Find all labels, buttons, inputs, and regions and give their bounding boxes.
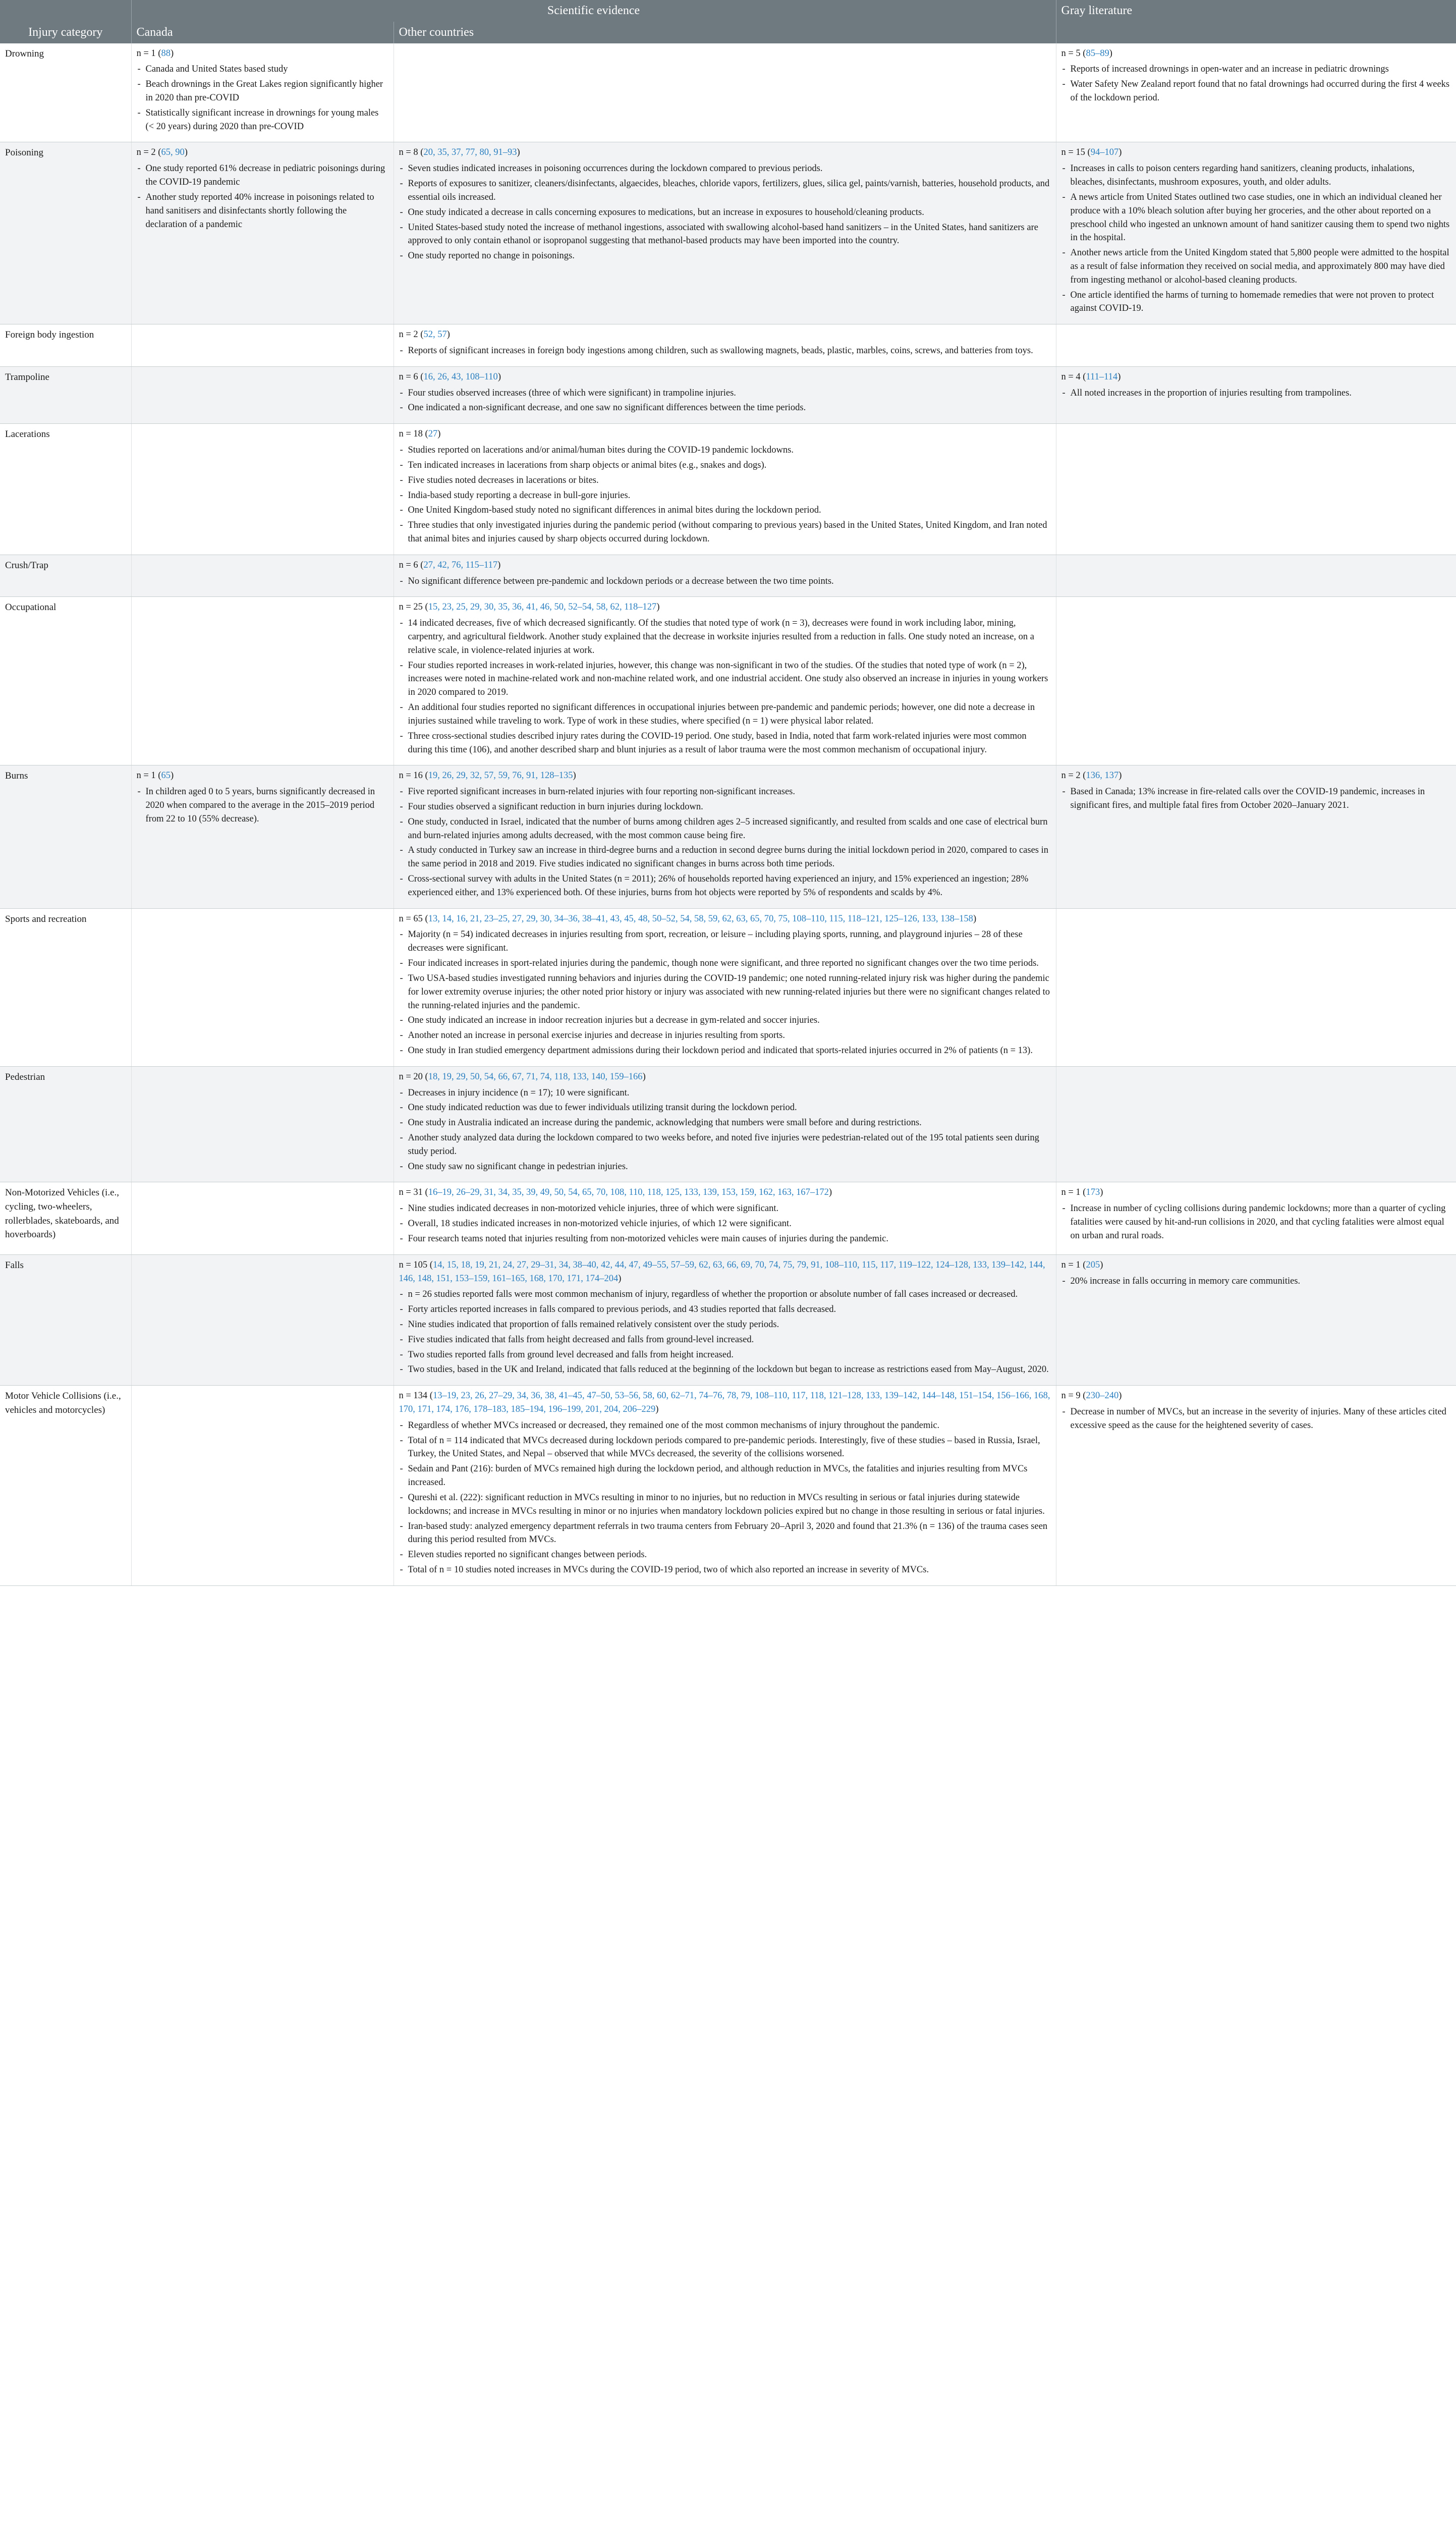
study-count (1061, 1389, 1451, 1403)
study-count-label: n = 25 ( (399, 602, 428, 613)
study-count-label: n = 105 ( (399, 1259, 433, 1270)
canada-cell (131, 142, 394, 324)
finding-item: - Four indicated increases in sport-related injuries during the pandemic, though none were significant, and three reported no significant changes over the two time periods. (399, 957, 1051, 970)
finding-item: - Overall, 18 studies indicated increases in non-motorized vehicle injuries, of which 12 were significant. (399, 1217, 1051, 1231)
study-count (399, 769, 1051, 783)
finding-item: - Cross-sectional survey with adults in the United States (n = 2011); 26% of households reported having experienced an injury, and 15% experienced an ingestion; 28% experienced either, and 13% experienced both. Of these injuries, burns from hot objects were reported by 5% of respondents and scalds by 4%. (399, 872, 1051, 900)
finding-item: - Three studies that only investigated injuries during the pandemic period (without comparing to previous years) based in the United States, United Kingdom, and Iran noted that animal bites and injuries caused by sharp objects occurred during lockdown. (399, 519, 1051, 546)
injury-category-cell: Lacerations (0, 424, 131, 555)
other-countries-cell (394, 1066, 1056, 1182)
finding-item: - Five reported significant increases in burn-related injuries with four reporting non-significant increases. (399, 785, 1051, 799)
canada-cell (131, 765, 394, 908)
finding-item: - India-based study reporting a decrease in bull-gore injuries. (399, 489, 1051, 503)
citation-close: ) (497, 371, 501, 382)
study-count-label: n = 6 ( (399, 371, 424, 382)
finding-item: - Forty articles reported increases in falls compared to previous periods, and 43 studies reported that falls decreased. (399, 1303, 1051, 1317)
finding-item: - One study saw no significant change in pedestrian injuries. (399, 1160, 1051, 1174)
gray-literature-cell (1056, 1386, 1456, 1586)
finding-item: - Three cross-sectional studies described injury rates during the COVID-19 period. One study, based in India, noted that farm work-related injuries were most common during this time (106), and another described sharp and blunt injuries as a result of labor trauma were the most common mechanism of occupational injury. (399, 730, 1051, 757)
finding-list (399, 1086, 1051, 1174)
citation-close: ) (642, 1071, 646, 1082)
citation-link[interactable]: 13–19, 23, 26, 27–29, 34, 36, 38, 41–45, 47–50, 53–56, 58, 60, 62–71, 74–76, 78, 79, 108–110, 117, 118, 121–128, 133, 139–142, 144–148, 151–154, 156–166, 168, 170, 171, 174, 176, 178–183, 185–194, 196–199, 201, 204, 206–229 (399, 1391, 1050, 1415)
study-count (399, 1258, 1051, 1286)
study-count (1061, 370, 1451, 384)
citation-close: ) (655, 1404, 659, 1415)
finding-item: - Reports of exposures to sanitizer, cleaners/disinfectants, algaecides, bleaches, chloride vapors, fertilizers, glues, silica gel, paints/varnish, batteries, household products, and essential oils increased. (399, 177, 1051, 204)
study-count (137, 769, 388, 783)
finding-item: - An additional four studies reported no significant differences in occupational injuries between pre-pandemic and pandemic periods; however, one did note a decrease in injuries sustained while traveling to work. Type of work in these studies, where specified (n = 1) were physical labor related. (399, 701, 1051, 728)
finding-item: - One study in Iran studied emergency department admissions during their lockdown period and indicated that sports-related injuries occurred in 2% of patients (n = 13). (399, 1044, 1051, 1058)
study-count-label: n = 1 ( (136, 48, 161, 59)
canada-cell (131, 1182, 394, 1254)
study-count-label: n = 8 ( (399, 147, 424, 158)
study-count (1061, 1258, 1451, 1272)
canada-cell (131, 597, 394, 765)
finding-item: - A study conducted in Turkey saw an increase in third-degree burns and a reduction in second degree burns during the initial lockdown period in 2020, compared to cases in the same period in 2018 and 2019. Five studies indicated no significant changes in burns across both time periods. (399, 844, 1051, 871)
table-row (0, 424, 1456, 555)
study-count-label: n = 1 ( (1061, 1187, 1086, 1198)
finding-item: - Four studies reported increases in work-related injuries, however, this change was non-significant in two of the studies. Of the studies that noted type of work (n = 2), increases were noted in machine-related work and non-machine related work, and one industrial accident. One study also observed an increase in injuries in young workers in 2020 compared to 2019. (399, 659, 1051, 699)
citation-close: ) (1118, 1391, 1122, 1401)
finding-item: - Qureshi et al. (222): significant reduction in MVCs resulting in minor to no injuries, but no reduction in MVCs resulting in serious or fatal injuries during statewide lockdowns; and increase in MVCs resulting in minor or no injuries when mandatory lockdown policies expired but no change in those resulting in serious or fatal injuries. (399, 1491, 1051, 1518)
other-countries-cell (394, 366, 1056, 423)
finding-item: - Sedain and Pant (216): burden of MVCs remained high during the lockdown period, and although reduction in MVCs, the fatalities and injuries resulting from MVCs increased. (399, 1462, 1051, 1490)
citation-close: ) (973, 913, 977, 924)
finding-item: - n = 26 studies reported falls were most common mechanism of injury, regardless of whether the proportion or absolute number of fall cases increased or decreased. (399, 1288, 1051, 1301)
citation-close: ) (1109, 48, 1112, 59)
study-count (399, 1186, 1051, 1199)
header-gray-literature: Gray literature (1056, 0, 1456, 43)
finding-item: - 20% increase in falls occurring in memory care communities. (1061, 1275, 1451, 1288)
citation-link[interactable]: 20, 35, 37, 77, 80, 91–93 (423, 147, 517, 158)
study-count-label: n = 6 ( (399, 560, 424, 570)
table-row (0, 43, 1456, 142)
study-count (399, 600, 1051, 614)
gray-literature-cell (1056, 908, 1456, 1066)
finding-item: - Decrease in number of MVCs, but an increase in the severity of injuries. Many of these articles cited excessive speed as the cause for the heightened severity of cases. (1061, 1405, 1451, 1433)
finding-item: - One study reported no change in poisonings. (399, 249, 1051, 263)
injury-category-cell: Sports and recreation (0, 908, 131, 1066)
gray-literature-cell (1056, 597, 1456, 765)
gray-literature-cell (1056, 142, 1456, 324)
finding-item: - Increases in calls to poison centers regarding hand sanitizers, cleaning products, inhalations, bleaches, disinfectants, mushroom exposures, youth, and older adults. (1061, 162, 1451, 189)
injury-category-cell: Crush/Trap (0, 555, 131, 597)
table-body (0, 43, 1456, 1586)
finding-item: - Total of n = 114 indicated that MVCs decreased during lockdown periods compared to pre-pandemic periods. Interestingly, five of these studies – based in Russia, Israel, Turkey, the United States, and Nepal – observed that while MVCs decreased, the severity of the collisions worsened. (399, 1434, 1051, 1461)
study-count-label: n = 18 ( (399, 429, 428, 440)
finding-list (1061, 1202, 1451, 1242)
study-count (399, 559, 1051, 572)
finding-item: - One study in Australia indicated an increase during the pandemic, acknowledging that numbers were small before and during restrictions. (399, 1116, 1051, 1130)
citation-link[interactable]: 19, 26, 29, 32, 57, 59, 76, 91, 128–135 (428, 771, 573, 781)
citation-link[interactable]: 230–240 (1086, 1391, 1119, 1401)
study-count (399, 912, 1051, 926)
finding-item: - Two studies, based in the UK and Ireland, indicated that falls reduced at the beginning of the lockdown but began to increase as restrictions eased from May–August, 2020. (399, 1363, 1051, 1377)
finding-item: - One study indicated an increase in indoor recreation injuries but a decrease in gym-related and soccer injuries. (399, 1014, 1051, 1027)
finding-list (399, 1419, 1051, 1577)
finding-list (399, 162, 1051, 263)
study-count-label: n = 31 ( (399, 1187, 428, 1198)
table-row (0, 908, 1456, 1066)
injury-category-cell: Falls (0, 1254, 131, 1386)
canada-cell (131, 324, 394, 367)
gray-literature-cell (1056, 555, 1456, 597)
gray-literature-cell (1056, 43, 1456, 142)
citation-close: ) (1118, 771, 1122, 781)
study-count-label: n = 15 ( (1061, 147, 1091, 158)
finding-item: - Increase in number of cycling collisions during pandemic lockdowns; more than a quarter of cycling fatalities were caused by hit-and-run collisions in 2020, and that cycling fatalities were almost equal on urban and rural roads. (1061, 1202, 1451, 1242)
finding-item: - Two USA-based studies investigated running behaviors and injuries during the COVID-19 pandemic; one noted running-related injury risk was higher during the pandemic for lower extremity overuse injuries; the other noted prior history or injury was associated with new running-related injuries but there were no significant changes related to the running-related injuries and the pandemic. (399, 972, 1051, 1012)
other-countries-cell (394, 1386, 1056, 1586)
citation-link[interactable]: 14, 15, 18, 19, 21, 24, 27, 29–31, 34, 38–40, 42, 44, 47, 49–55, 57–59, 62, 63, 66, 69, 70, 74, 75, 79, 91, 108–110, 115, 117, 119–122, 124–128, 133, 139–142, 144, 146, 148, 151, 153–159, 161–165, 168, 170, 171, 174–204 (399, 1259, 1045, 1284)
study-count-label: n = 1 ( (136, 771, 161, 781)
finding-item: - Eleven studies reported no significant changes between periods. (399, 1548, 1051, 1562)
finding-item: - United States-based study noted the increase of methanol ingestions, associated with swallowing alcohol-based hand sanitizers – in the United States, hand sanitizers are approved to only contain ethanol or isopropanol suggesting that methanol-based products may have been imported into the country. (399, 221, 1051, 248)
citation-close: ) (437, 429, 441, 440)
table-row (0, 597, 1456, 765)
canada-cell (131, 908, 394, 1066)
other-countries-cell (394, 597, 1056, 765)
finding-item: - Statistically significant increase in drownings for young males (< 20 years) during 2020 than pre-COVID (137, 106, 388, 134)
finding-item: - Total of n = 10 studies noted increases in MVCs during the COVID-19 period, two of which also reported an increase in severity of MVCs. (399, 1563, 1051, 1577)
citation-link[interactable]: 27 (428, 429, 438, 440)
table-row (0, 1182, 1456, 1254)
canada-cell (131, 43, 394, 142)
injury-category-cell: Trampoline (0, 366, 131, 423)
header-scientific-evidence: Scientific evidence (131, 0, 1056, 22)
other-countries-cell (394, 908, 1056, 1066)
other-countries-cell (394, 142, 1056, 324)
table-row (0, 555, 1456, 597)
finding-list (399, 785, 1051, 900)
study-count-label: n = 16 ( (399, 771, 428, 781)
finding-item: - Water Safety New Zealand report found that no fatal drownings had occurred during the first 4 weeks of the lockdown period. (1061, 78, 1451, 105)
study-count-label: n = 2 ( (399, 330, 424, 340)
finding-item: - Another news article from the United Kingdom stated that 5,800 people were admitted to the hospital as a result of false information they received on social media, and approximately 800 may have died from ingesting methanol or alcohol-based cleaning products. (1061, 246, 1451, 287)
finding-item: - Reports of increased drownings in open-water and an increase in pediatric drownings (1061, 63, 1451, 76)
study-count (137, 47, 388, 61)
citation-close: ) (828, 1187, 832, 1198)
citation-close: ) (170, 771, 174, 781)
finding-list (399, 575, 1051, 588)
canada-cell (131, 1386, 394, 1586)
gray-literature-cell (1056, 765, 1456, 908)
study-count (399, 1389, 1051, 1416)
finding-item: - Another study analyzed data during the lockdown compared to two weeks before, and noted five injuries were pedestrian-related out of the 195 total patients seen during study period. (399, 1131, 1051, 1159)
finding-item: - One study indicated reduction was due to fewer individuals utilizing transit during the lockdown period. (399, 1101, 1051, 1115)
study-count (1061, 1186, 1451, 1199)
finding-item: - One study reported 61% decrease in pediatric poisonings during the COVID-19 pandemic (137, 162, 388, 189)
finding-item: - Majority (n = 54) indicated decreases in injuries resulting from sport, recreation, or leisure – including playing sports, running, and playground injuries – 28 of these decreases were significant. (399, 928, 1051, 955)
finding-item: - Four studies observed a significant reduction in burn injuries during lockdown. (399, 800, 1051, 814)
citation-link[interactable]: 85–89 (1086, 48, 1109, 59)
finding-list (137, 162, 388, 231)
finding-list (399, 928, 1051, 1057)
study-count-label: n = 134 ( (399, 1391, 433, 1401)
gray-literature-cell (1056, 324, 1456, 367)
canada-cell (131, 1254, 394, 1386)
finding-item: - In children aged 0 to 5 years, burns significantly decreased in 2020 when compared to the average in the 2015–2019 period from 22 to 10 (55% decrease). (137, 785, 388, 826)
finding-item: - Another noted an increase in personal exercise injuries and decrease in injuries resulting from sports. (399, 1029, 1051, 1043)
injury-category-cell: Foreign body ingestion (0, 324, 131, 367)
injury-category-cell: Pedestrian (0, 1066, 131, 1182)
finding-item: - No significant difference between pre-pandemic and lockdown periods or a decrease between the two time points. (399, 575, 1051, 588)
study-count (399, 1070, 1051, 1084)
study-count-label: n = 65 ( (399, 913, 428, 924)
study-count (1061, 769, 1451, 783)
injury-category-cell: Poisoning (0, 142, 131, 324)
citation-close: ) (184, 147, 188, 158)
citation-close: ) (446, 330, 450, 340)
study-count (399, 328, 1051, 342)
table-row (0, 142, 1456, 324)
injury-category-cell: Motor Vehicle Collisions (i.e., vehicles and motorcycles) (0, 1386, 131, 1586)
table-row (0, 1386, 1456, 1586)
gray-literature-cell (1056, 366, 1456, 423)
table-header (0, 0, 1456, 43)
citation-link[interactable]: 88 (161, 48, 171, 59)
finding-item: - One study indicated a decrease in calls concerning exposures to medications, but an increase in exposures to household/cleaning products. (399, 206, 1051, 220)
study-count (399, 146, 1051, 159)
finding-list (399, 387, 1051, 415)
study-count (399, 370, 1051, 384)
finding-item: - 14 indicated decreases, five of which decreased significantly. Of the studies that noted type of work (n = 3), decreases were found in work including labor, mining, carpentry, and agricultural fieldwork. Another study explained that the decrease in worksite injuries resulted from a reduction in falls. One study noted an increase, on a relative scale, in violence-related injuries at work. (399, 617, 1051, 657)
table-row (0, 1254, 1456, 1386)
finding-list (1061, 63, 1451, 104)
header-other-countries: Other countries (394, 22, 1056, 43)
finding-item: - Seven studies indicated increases in poisoning occurrences during the lockdown compared to previous periods. (399, 162, 1051, 176)
finding-item: - Ten indicated increases in lacerations from sharp objects or animal bites (e.g., snakes and dogs). (399, 459, 1051, 472)
other-countries-cell (394, 1182, 1056, 1254)
gray-literature-cell (1056, 1254, 1456, 1386)
gray-literature-cell (1056, 1182, 1456, 1254)
canada-cell (131, 424, 394, 555)
citation-link[interactable]: 27, 42, 76, 115–117 (423, 560, 498, 570)
citation-link[interactable]: 13, 14, 16, 21, 23–25, 27, 29, 30, 34–36, 38–41, 43, 45, 48, 50–52, 54, 58, 59, 62, 63, 65, 70, 75, 108–110, 115, 118–121, 125–126, 133, 138–158 (428, 913, 973, 924)
citation-link[interactable]: 94–107 (1090, 147, 1119, 158)
finding-item: - Two studies reported falls from ground level decreased and falls from height increased. (399, 1348, 1051, 1362)
table-row (0, 1066, 1456, 1182)
injury-category-cell: Drowning (0, 43, 131, 142)
citation-close: ) (618, 1273, 622, 1284)
citation-link[interactable]: 65 (161, 771, 171, 781)
citation-link[interactable]: 136, 137 (1086, 771, 1119, 781)
finding-item: - Canada and United States based study (137, 63, 388, 76)
study-count-label: n = 20 ( (399, 1071, 428, 1082)
citation-link[interactable]: 65, 90 (161, 147, 185, 158)
other-countries-cell (394, 324, 1056, 367)
finding-item: - Studies reported on lacerations and/or animal/human bites during the COVID-19 pandemic lockdowns. (399, 444, 1051, 457)
finding-list (1061, 1405, 1451, 1433)
finding-list (1061, 162, 1451, 315)
finding-item: - Four studies observed increases (three of which were significant) in trampoline injuries. (399, 387, 1051, 400)
study-count-label: n = 5 ( (1061, 48, 1086, 59)
finding-item: - Based in Canada; 13% increase in fire-related calls over the COVID-19 pandemic, increases in significant fires, and multiple fatal fires from October 2020–January 2021. (1061, 785, 1451, 812)
finding-item: - Nine studies indicated that proportion of falls remained relatively consistent over the study periods. (399, 1318, 1051, 1332)
header-injury-category: Injury category (0, 0, 131, 43)
finding-item: - One indicated a non-significant decrease, and one saw no significant differences between the time periods. (399, 401, 1051, 415)
citation-close: ) (656, 602, 660, 613)
finding-item: - Nine studies indicated decreases in non-motorized vehicle injuries, three of which were significant. (399, 1202, 1051, 1216)
canada-cell (131, 555, 394, 597)
finding-list (137, 63, 388, 133)
finding-item: - Five studies indicated that falls from height decreased and falls from ground-level increased. (399, 1333, 1051, 1347)
finding-list (399, 617, 1051, 756)
citation-link[interactable]: 16–19, 26–29, 31, 34, 35, 39, 49, 50, 54, 65, 70, 108, 110, 118, 125, 133, 139, 153, 159, 162, 163, 167–172 (428, 1187, 829, 1198)
citation-link[interactable]: 16, 26, 43, 108–110 (423, 371, 498, 382)
table-row (0, 366, 1456, 423)
other-countries-cell (394, 424, 1056, 555)
finding-item: - Decreases in injury incidence (n = 17); 10 were significant. (399, 1086, 1051, 1100)
canada-cell (131, 366, 394, 423)
citation-link[interactable]: 205 (1086, 1259, 1100, 1270)
study-count (1061, 47, 1451, 61)
injury-category-cell: Burns (0, 765, 131, 908)
citation-close: ) (573, 771, 576, 781)
study-count-label: n = 2 ( (1061, 771, 1086, 781)
citation-close: ) (1100, 1187, 1103, 1198)
study-count-label: n = 9 ( (1061, 1391, 1086, 1401)
citation-close: ) (170, 48, 174, 59)
finding-list (399, 1202, 1051, 1245)
injury-category-cell: Occupational (0, 597, 131, 765)
citation-link[interactable]: 15, 23, 25, 29, 30, 35, 36, 41, 46, 50, 52–54, 58, 62, 118–127 (428, 602, 657, 613)
gray-literature-cell (1056, 424, 1456, 555)
gray-literature-cell (1056, 1066, 1456, 1182)
finding-list (1061, 785, 1451, 812)
finding-item: - A news article from United States outlined two case studies, one in which an individual cleaned her produce with a 10% bleach solution after buying her groceries, and the other about reported on a preschool child who ingested an unknown amount of hand sanitizer causing them to spend two nights in the hospital. (1061, 191, 1451, 245)
finding-item: - Regardless of whether MVCs increased or decreased, they remained one of the most common mechanisms of injury throughout the pandemic. (399, 1419, 1051, 1433)
header-canada: Canada (131, 22, 394, 43)
citation-close: ) (517, 147, 520, 158)
finding-list (399, 344, 1051, 358)
citation-close: ) (1117, 371, 1121, 382)
study-count (137, 146, 388, 159)
finding-item: - Four research teams noted that injuries resulting from non-motorized vehicles were main causes of injuries during the pandemic. (399, 1232, 1051, 1246)
finding-list (399, 1288, 1051, 1377)
finding-list (1061, 1275, 1451, 1288)
finding-item: - Beach drownings in the Great Lakes region significantly higher in 2020 than pre-COVID (137, 78, 388, 105)
finding-item: - One United Kingdom-based study noted no significant differences in animal bites during the lockdown period. (399, 504, 1051, 517)
other-countries-cell (394, 555, 1056, 597)
study-count (1061, 146, 1451, 159)
finding-item: - Iran-based study: analyzed emergency department referrals in two trauma centers from February 20–April 3, 2020 and found that 21.3% (n = 136) of the trauma cases seen during this period resulted from MVCs. (399, 1520, 1051, 1547)
study-count-label: n = 2 ( (136, 147, 161, 158)
finding-list (399, 444, 1051, 546)
finding-item: - One study, conducted in Israel, indicated that the number of burns among children ages 2–5 increased significantly, and resulted from scalds and one case of electrical burn and burn-related injuries among adults decreased, with the most common cause being fire. (399, 815, 1051, 843)
finding-item: - All noted increases in the proportion of injuries resulting from trampolines. (1061, 387, 1451, 400)
citation-close: ) (497, 560, 501, 570)
citation-link[interactable]: 173 (1086, 1187, 1100, 1198)
finding-list (1061, 387, 1451, 400)
finding-item: - Five studies noted decreases in lacerations or bites. (399, 474, 1051, 487)
finding-list (137, 785, 388, 826)
citation-link[interactable]: 18, 19, 29, 50, 54, 66, 67, 71, 74, 118, 133, 140, 159–166 (428, 1071, 643, 1082)
study-count-label: n = 4 ( (1061, 371, 1086, 382)
citation-close: ) (1118, 147, 1122, 158)
other-countries-cell (394, 43, 1056, 142)
injury-category-cell: Non-Motorized Vehicles (i.e., cycling, two-wheelers, rollerblades, skateboards, and hoverboards) (0, 1182, 131, 1254)
finding-item: - One article identified the harms of turning to homemade remedies that were not proven to protect against COVID-19. (1061, 289, 1451, 316)
citation-link[interactable]: 111–114 (1086, 371, 1118, 382)
citation-close: ) (1100, 1259, 1103, 1270)
canada-cell (131, 1066, 394, 1182)
other-countries-cell (394, 765, 1056, 908)
table-row (0, 765, 1456, 908)
study-count (399, 427, 1051, 441)
citation-link[interactable]: 52, 57 (423, 330, 447, 340)
finding-item: - Another study reported 40% increase in poisonings related to hand sanitisers and disinfectants shortly following the declaration of a pandemic (137, 191, 388, 231)
study-count-label: n = 1 ( (1061, 1259, 1086, 1270)
other-countries-cell (394, 1254, 1056, 1386)
finding-item: - Reports of significant increases in foreign body ingestions among children, such as swallowing magnets, beads, plastic, marbles, coins, screws, and batteries from toys. (399, 344, 1051, 358)
table-row (0, 324, 1456, 367)
